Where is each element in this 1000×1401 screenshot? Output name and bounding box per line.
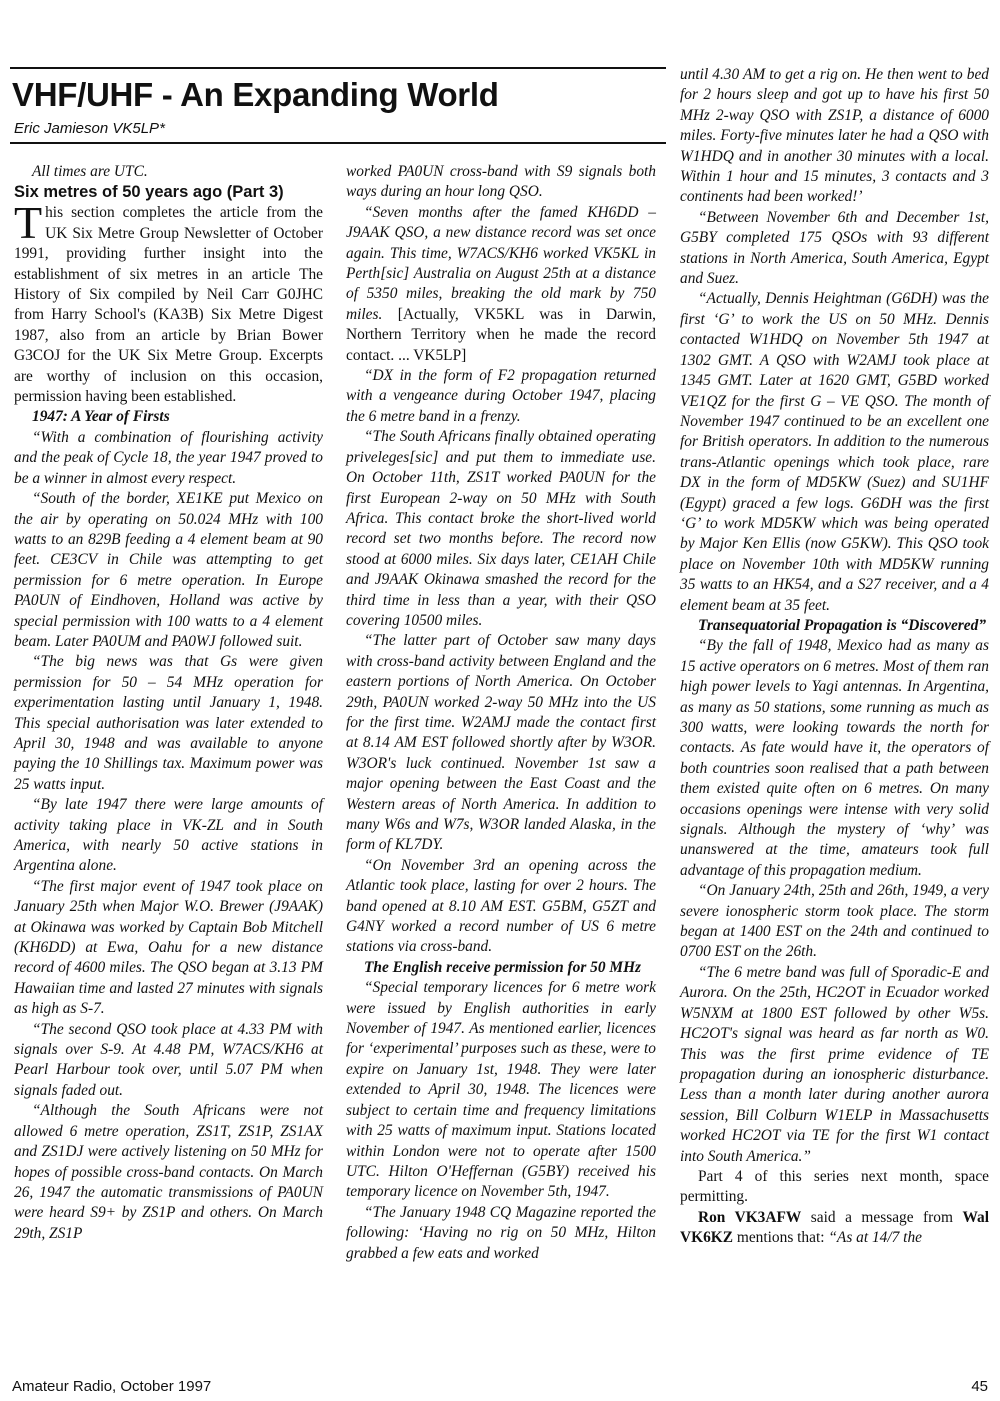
section-heading-transequatorial: Transequatorial Propagation is “Discovered” xyxy=(698,616,987,634)
section-subheading: Six metres of 50 years ago (Part 3) xyxy=(14,183,284,202)
intro-paragraph xyxy=(14,197,323,407)
body-paragraph: “The 6 metre band was full of Sporadic-E and Aurora. On the 25th, HC2OT in Ecuador worked W5NXM at 1800 EST followed by other W5s. HC2OT's signal was heard as far north as W0. This was the first prime evidence of TE propagation during an ionospheric disturbance. Less than a month later during another aurora session, Bill Colburn W1ELP in Massachusetts worked HC2OT via TE for the first W1 contact into South America.” xyxy=(680,963,989,1165)
italic-quote: “Seven months after the famed KH6DD – J9AAK QSO, a new distance record was set once again. This time, W7ACS/KH6 worked VK5KL in Perth[sic] Australia on August 25th at a distance of 5350 miles, breaking the old mark by 750 miles. xyxy=(346,203,656,323)
body-paragraph: “Special temporary licences for 6 metre work were issued by English authorities in early November of 1947. As mentioned earlier, licences for ‘experimental’ purposes such as these, were to expire on January 1st, 1948. They were later extended to April 30, 1948. The licences were subject to certain time and frequency limitations with 25 watts of maximum input. Stations located within London were not to operate after 1500 UTC. Hilton O'Heffernan (G5BY) received his temporary licence on November 5th, 1947. xyxy=(346,979,656,1201)
body-paragraph: “Actually, Dennis Heightman (G6DH) was the first ‘G’ to work the US on 50 MHz. Dennis contacted W1HDQ on November 5th 1947 at 1302 GMT. A QSO with W2AMJ took place at 1345 GMT. Later at 1620 GMT, G5BD worked VE1QZ for the first G – VE QSO. The month of November 1947 continued to be an excellent one for British operators. In addition to the numerous trans-Atlantic openings which took place, rare DX in the form of MD5KW (Suez) and SU1HF (Egypt) graced a few logs. G6DH was the first ‘G’ to work MD5KW which was being operated by Major Ken Ellis (now G5KW). This QSO took place on November 10th with MD5KW running 35 watts to an HK54, and a S27 receiver, and a 4 element beam at 35 feet. xyxy=(680,290,989,614)
closing-paragraph: Part 4 of this series next month, space permitting. xyxy=(680,1167,989,1206)
body-paragraph: “On November 3rd an opening across the Atlantic took place, lasting for over 2 hours. The band opened at 8.10 AM EST. G5BM, G5ZT and G4NY worked a record number of US 6 metre stations via cross-band. xyxy=(346,856,656,956)
body-paragraph: “Although the South Africans were not allowed 6 metre operation, ZS1T, ZS1P, ZS1AX and ZS1DJ were actively listening on 50 MHz for hopes of possible cross-band contacts. On March 26, 1947 the automatic transmissions of PA0UN were heard S9+ by ZS1P and others. On March 29th, ZS1P xyxy=(14,1102,323,1242)
final-paragraph xyxy=(680,1208,989,1249)
byline-rule xyxy=(10,142,666,144)
body-paragraph: “The latter part of October saw many days with cross-band activity between England and the eastern portions of North America. On October 29th, PA0UN worked 2-way 50 MHz into the US for the first time. W2AMJ made the contact first at 8.14 AM EST followed shortly after by W3OR. W3OR's luck continued. November 1st saw a major opening between the East Coast and the Western areas of North America. In addition to many W6s and W7s, W3OR landed Alaska, in the form of KL7DY. xyxy=(346,632,656,854)
body-paragraph: “The first major event of 1947 took place on January 25th when Major W.O. Brewer (J9AAK) at Okinawa was worked by Captain Bob Mitchell (KH6DD) at Ewa, Oahu for a new distance record of 4600 miles. The QSO began at 3.13 PM Hawaiian time and lasted 27 minutes with signals as high as S-7. xyxy=(14,877,323,1018)
body-paragraph: “Between November 6th and December 1st, G5BY completed 175 QSOs with 93 different stations in North America, South America, Egypt and Suez. xyxy=(680,208,989,288)
column-1 xyxy=(14,162,323,1244)
body-paragraph: until 4.30 AM to get a rig on. He then went to bed for 2 hours sleep and got up to have his first 50 MHz 2-way QSO with ZS1P, a distance of 6000 miles. Forty-five minutes later he had a QSO with W1HDQ and in another 30 minutes with a local. Within 1 hour and 15 minutes, 3 contacts and 3 continents had been worked!’ xyxy=(680,66,989,206)
body-paragraph: “The January 1948 CQ Magazine reported the following: ‘Having no rig on 50 MHz, Hilton grabbed a few eats and worked xyxy=(346,1203,656,1262)
article-title: VHF/UHF - An Expanding World xyxy=(12,76,499,113)
footer-publication: Amateur Radio, October 1997 xyxy=(12,1378,212,1395)
final-quote: “As at 14/7 the xyxy=(828,1229,922,1247)
page-number: 45 xyxy=(971,1378,988,1395)
body-paragraph: “The South Africans finally obtained operating priveleges[sic] and put them to immediate use. On October 11th, ZS1T worked PA0UN for the first European 2-way on 50 MHz with South Africa. This contact broke the short-lived world record set two months before. The record now stood at 6000 miles. Six days later, CE1AH Chile and J9AAK Okinawa smashed the record for the third time in less than a year, with their QSO covering 10500 miles. xyxy=(346,428,656,629)
editor-note: [Actually, VK5KL was in Darwin, Northern Territory when he made the record contact. ... VK5LP] xyxy=(346,305,656,364)
body-paragraph: worked PA0UN cross-band with S9 signals both ways during an hour long QSO. xyxy=(346,163,656,201)
callsign-wal: Wal VK6KZ xyxy=(680,1208,989,1247)
column-3 xyxy=(680,65,989,1249)
section-heading-1947: 1947: A Year of Firsts xyxy=(32,408,170,426)
body-paragraph: “By late 1947 there were large amounts of activity taking place in VK-ZL and in South America, with nearly 50 active stations in Argentina alone. xyxy=(14,796,323,875)
article-byline: Eric Jamieson VK5LP* xyxy=(14,120,165,137)
final-text: said a message from xyxy=(801,1208,963,1226)
body-paragraph: “DX in the form of F2 propagation returned with a vengeance during October 1947, placing the 6 metre band in a frenzy. xyxy=(346,367,656,425)
section-heading-english: The English receive permission for 50 MHz xyxy=(364,958,642,976)
body-paragraph: “The big news was that Gs were given permission for 50 – 54 MHz operation for experimentation lasting until January 1, 1948. This special authorisation was later extended to April 30, 1948 and was available to anyone paying the 10 Shillings tax. Maximum power was 25 watts input. xyxy=(14,653,323,793)
body-paragraph: “By the fall of 1948, Mexico had as many as 15 active operators on 6 metres. Most of them ran high power levels to Yagi antennas. In Argentina, as many as 50 stations, some running as much as 300 watts, were looking towards the north for contacts. As fate would have it, the operators of both countries soon realised that a path between them existed quite often on 6 metres. On many occasions openings were intense with very solid signals. Although the mystery of ‘why’ was unanswered at the time, amateurs took full advantage of this propagation medium. xyxy=(680,637,989,879)
body-paragraph: “The second QSO took place at 4.33 PM with signals over S-9. At 4.48 PM, W7ACS/KH6 at Pearl Harbour took over, until 5.07 PM when signals faded out. xyxy=(14,1020,323,1099)
final-text-2: mentions that: xyxy=(733,1229,829,1247)
top-rule xyxy=(10,67,666,69)
body-paragraph: “With a combination of flourishing activity and the peak of Cycle 18, the year 1947 proved to be a winner in almost every respect. xyxy=(14,428,323,487)
body-paragraph: “On January 24th, 25th and 26th, 1949, a very severe ionospheric storm took place. The storm began at 1400 EST on the 24th and continued to 0700 EST on the 26th. xyxy=(680,882,989,961)
times-note: All times are UTC. xyxy=(32,163,148,180)
intro-text: his section completes the article from the UK Six Metre Group Newsletter of October 1991, providing further insight into the establishment of six metres in an article The History of Six compiled by Neil Carr G0JHC from Harry School's (KA3B) Six Metre Digest 1987, also from an article by Brian Bower G3COJ for the UK Six Metre Group. Excerpts are worthy of inclusion on this occasion, permission having been established. xyxy=(14,204,323,406)
drop-cap: T xyxy=(14,197,43,249)
body-paragraph: “South of the border, XE1KE put Mexico on the air by operating on 50.024 MHz with 100 watts to an 829B feeding a 4 element beam at 90 feet. CE3CV in Chile was attempting to get permission for 6 metre operation. In Europe PA0UN of Eindhoven, Holland was active by special permission with 100 watts to a 4 element beam. Later PA0UM and PA0WJ followed suit. xyxy=(14,490,323,650)
callsign-ron: Ron VK3AFW xyxy=(698,1208,802,1226)
column-2 xyxy=(346,162,656,1264)
body-paragraph xyxy=(346,203,656,366)
